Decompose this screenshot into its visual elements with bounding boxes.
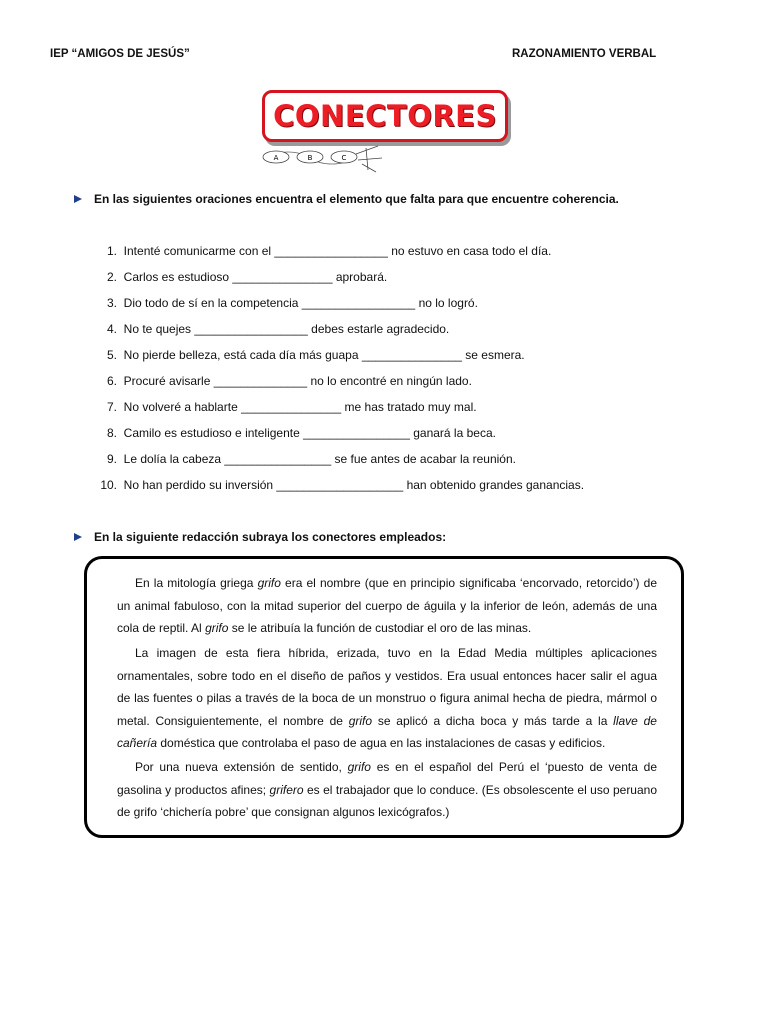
item-text: Procuré avisarle ______________ no lo encontré en ningún lado. [123,374,472,388]
bullet-arrow-icon [74,195,82,203]
list-item [94,425,694,451]
text-run: La imagen de esta fiera híbrida, erizada, tuvo en la Edad Media múltiples aplicaciones ornamentales, sobre todo en el diseño de paños y vestidos. Era usual entonces hacer salir el agua de las fuentes o pilas a través de la boca de un monstruo o figura animal hecha de piedra, mármol o metal. Consiguientemente, el nombre de [117,646,657,728]
instruction-1-text: En las siguientes oraciones encuentra el elemento que falta para que encuentre coherencia. [94,192,619,206]
item-text: No pierde belleza, está cada día más guapa _______________ se esmera. [123,348,525,362]
text-run: es el trabajador que lo conduce. (Es obsolescente el uso peruano de grifo ‘chichería pobre’ que consignan algunos lexicógrafos.) [117,782,658,819]
title-banner [262,90,508,142]
italic-term: llave de cañería [117,713,657,750]
item-text: Carlos es estudioso _______________ aprobará. [123,270,388,284]
text-run: era el nombre (que en principio significaba ‘encorvado, retorcido’) de un animal fabuloso, con la mitad superior del cuerpo de águila y la inferior de león, además de una cola de reptil. Al [117,576,657,635]
instruction-1 [74,192,619,206]
list-item [94,269,694,295]
school-name: IEP “AMIGOS DE JESÚS” [50,48,190,60]
page-title: CONECTORES [273,99,497,133]
instruction-2-text: En la siguiente redacción subraya los conectores empleados: [94,530,447,544]
item-number: 7. [106,400,117,414]
list-item [94,295,694,321]
subject-name: RAZONAMIENTO VERBAL [512,48,657,60]
text-run: Por una nueva extensión de sentido, [135,760,348,774]
item-number: 5. [106,348,117,362]
italic-term: grifero [269,782,304,797]
item-number: 1. [106,244,117,258]
bullet-arrow-icon [74,533,82,541]
text-run: doméstica que controlaba el paso de agua en las instalaciones de casas y edificios. [157,736,606,750]
italic-term: grifo [257,576,281,590]
item-number: 3. [106,296,117,310]
list-item [94,347,694,373]
letter-c: C [341,154,347,162]
abc-chain-illustration [258,140,388,176]
italic-term: grifo [348,713,373,728]
item-text: No volveré a hablarte _______________ me has tratado muy mal. [123,400,477,414]
instruction-2 [74,530,446,544]
paragraph-2 [117,642,657,755]
item-number: 4. [106,322,117,336]
item-number: 2. [106,270,117,284]
italic-term: grifo [347,760,371,774]
text-run: es en el español del Perú el ‘puesto de venta de gasolina y productos afines; [117,760,657,797]
exercise-list [94,243,694,503]
item-text: No han perdido su inversión ___________________ han obtenido grandes ganancias. [123,478,585,492]
list-item [94,321,694,347]
list-item [94,477,694,503]
text-run: se le atribuía la función de custodiar el oro de las minas. [228,621,532,635]
text-run: se aplicó a dicha boca y más tarde a la [372,713,614,728]
item-text: Camilo es estudioso e inteligente ________________ ganará la beca. [123,426,496,440]
item-text: Dio todo de sí en la competencia _________________ no lo logró. [123,296,478,310]
item-number: 9. [106,452,117,466]
list-item [94,373,694,399]
letter-b: B [307,154,313,162]
list-item [94,243,694,269]
italic-term: grifo [205,621,229,635]
text-run: En la mitología griega [135,576,258,590]
item-number: 10. [100,478,117,492]
paragraph-3 [117,756,657,824]
reading-passage-box [84,556,684,838]
item-text: Le dolía la cabeza ________________ se fue antes de acabar la reunión. [123,452,516,466]
list-item [94,451,694,477]
item-text: No te quejes _________________ debes estarle agradecido. [123,322,450,336]
item-number: 8. [106,426,117,440]
item-text: Intenté comunicarme con el _________________ no estuvo en casa todo el día. [123,244,552,258]
letter-a: A [273,154,279,162]
list-item [94,399,694,425]
paragraph-1 [117,572,657,640]
item-number: 6. [106,374,117,388]
